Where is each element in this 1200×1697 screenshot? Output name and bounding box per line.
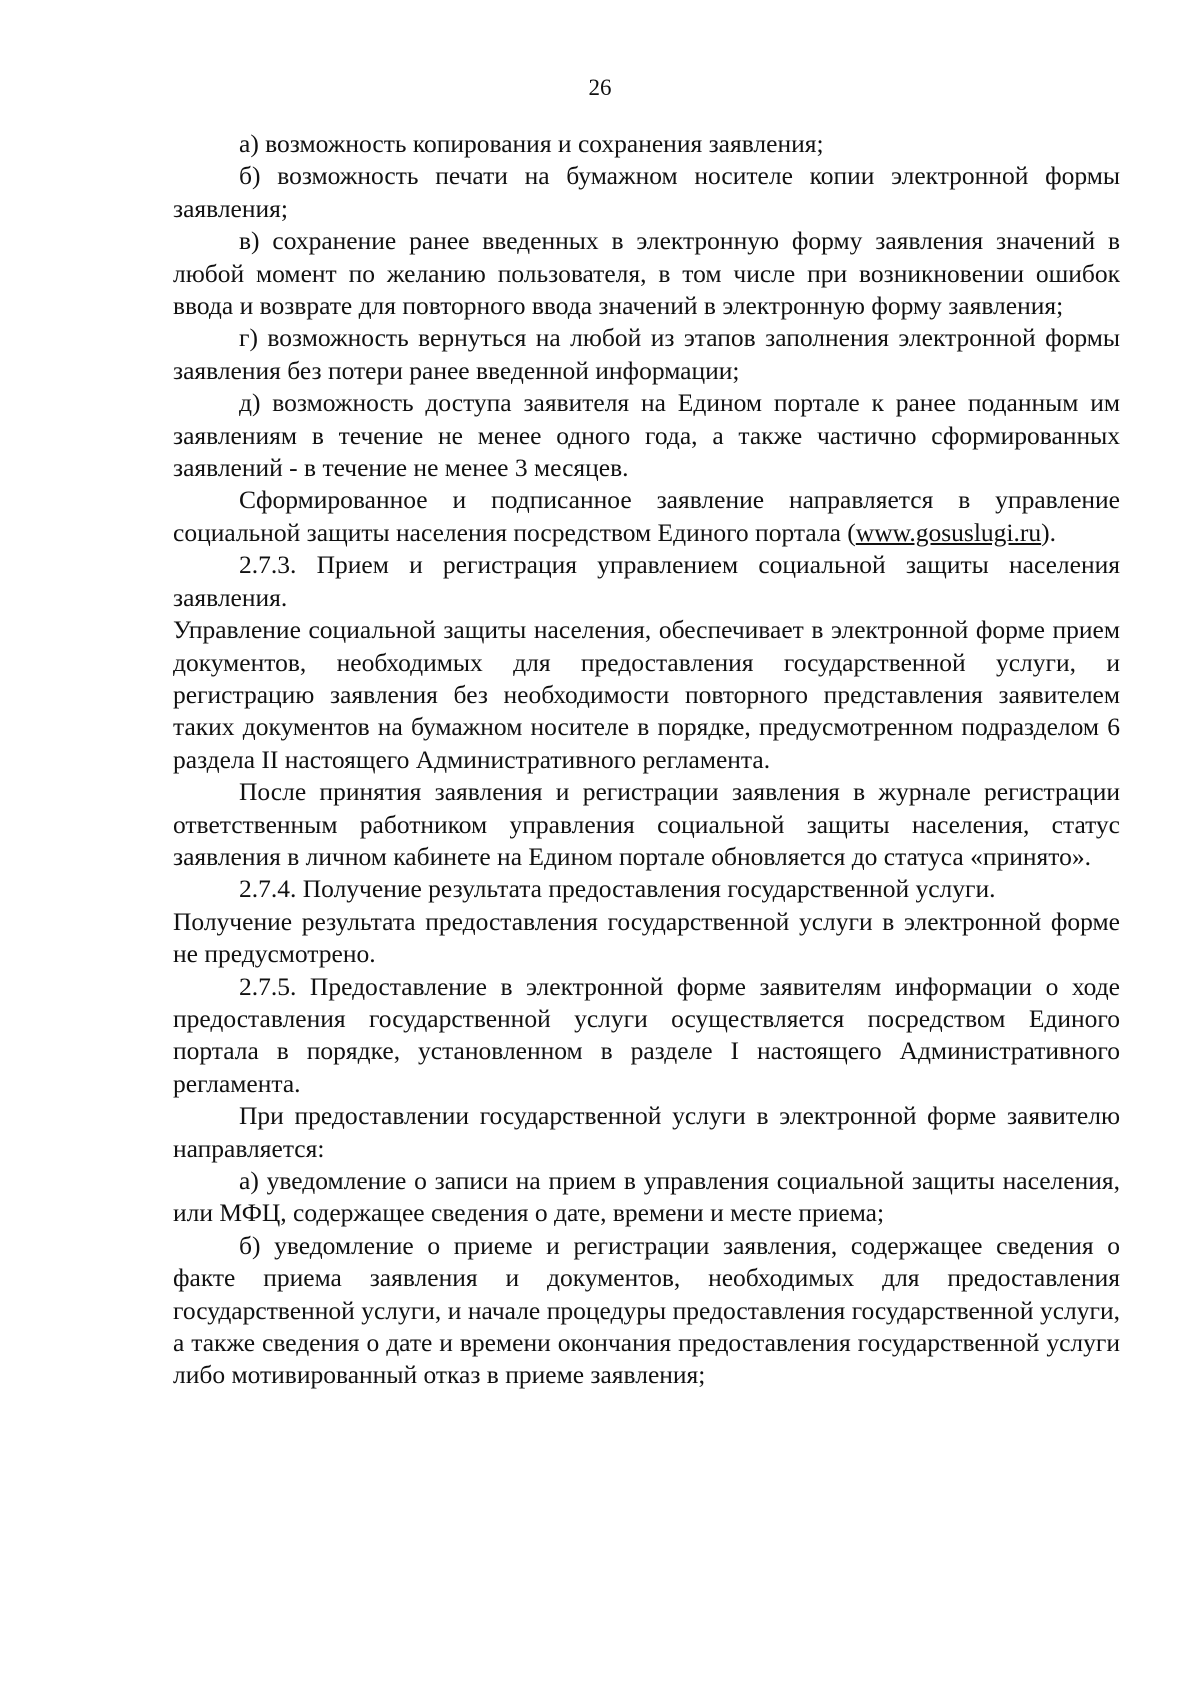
page-number: 26 [588, 75, 612, 100]
paragraph-formed-application [173, 484, 1120, 549]
paragraph-access-applications: д) возможность доступа заявителя на Едином портале к ранее поданным им заявлениям в течение не менее одного года, а также частично сформированных заявлений - в течение не менее 3 месяцев. [173, 388, 1120, 483]
paragraph-copy-save: а) возможность копирования и сохранения заявления; [239, 129, 824, 158]
paragraph-save-values: в) сохранение ранее введенных в электронную форму заявления значений в любой момент по желанию пользователя, в том числе при возникновении ошибок ввода и возврате для повторного ввода значений в электронную форму заявления; [173, 226, 1120, 321]
paragraph-notification-registration: б) уведомление о приеме и регистрации заявления, содержащее сведения о факте приема заявления и документов, необходимых для предоставления государственной услуги, и начале процедуры предоставления государственной услуги, а также сведения о дате и времени окончания предоставления государственной услуги либо мотивированный отказ в приеме заявления; [173, 1230, 1120, 1390]
paragraph-text-before-link: Сформированное и подписанное заявление направляется в управление социальной защиты населения посредством Единого портала ( [173, 485, 1120, 547]
section-heading-2-7-4: 2.7.4. Получение результата предоставления государственной услуги. [239, 874, 996, 904]
paragraph-return-stage: г) возможность вернуться на любой из этапов заполнения электронной формы заявления без потери ранее введенной информации; [173, 323, 1120, 385]
document-body [173, 128, 1120, 1392]
gosuslugi-link[interactable]: www.gosuslugi.ru [855, 517, 1042, 547]
paragraph-notification-appointment: а) уведомление о записи на прием в управления социальной защиты населения, или МФЦ, содержащее сведения о дате, времени и месте приема; [173, 1166, 1120, 1228]
paragraph-result-not-provided: Получение результата предоставления государственной услуги в электронной форме не предусмотрено. [173, 906, 1120, 969]
paragraph-reception-documents: Управление социальной защиты населения, обеспечивает в электронной форме прием документов, необходимых для предоставления государственной услуги, и регистрацию заявления без необходимости повторного представления заявителем таких документов на бумажном носителе в порядке, предусмотренном подразделом 6 раздела II настоящего Административного регламента. [173, 615, 1120, 774]
paragraph-notifications-intro: При предоставлении государственной услуги в электронной форме заявителю направляется: [173, 1101, 1120, 1163]
section-heading-2-7-3: 2.7.3. Прием и регистрация управлением социальной защиты населения заявления. [173, 550, 1120, 612]
paragraph-print-copy: б) возможность печати на бумажном носителе копии электронной формы заявления; [173, 161, 1120, 223]
paragraph-status-update: После принятия заявления и регистрации заявления в журнале регистрации ответственным работником управления социальной защиты населения, статус заявления в личном кабинете на Едином портале обновляется до статуса «принято». [173, 777, 1120, 871]
section-heading-2-7-5: 2.7.5. Предоставление в электронной форме заявителям информации о ходе предоставления государственной услуги осуществляется посредством Единого портала в порядке, установленном в разделе I настоящего Административного регламента. [173, 971, 1120, 1098]
paragraph-text-after-link: ). [1041, 517, 1057, 547]
